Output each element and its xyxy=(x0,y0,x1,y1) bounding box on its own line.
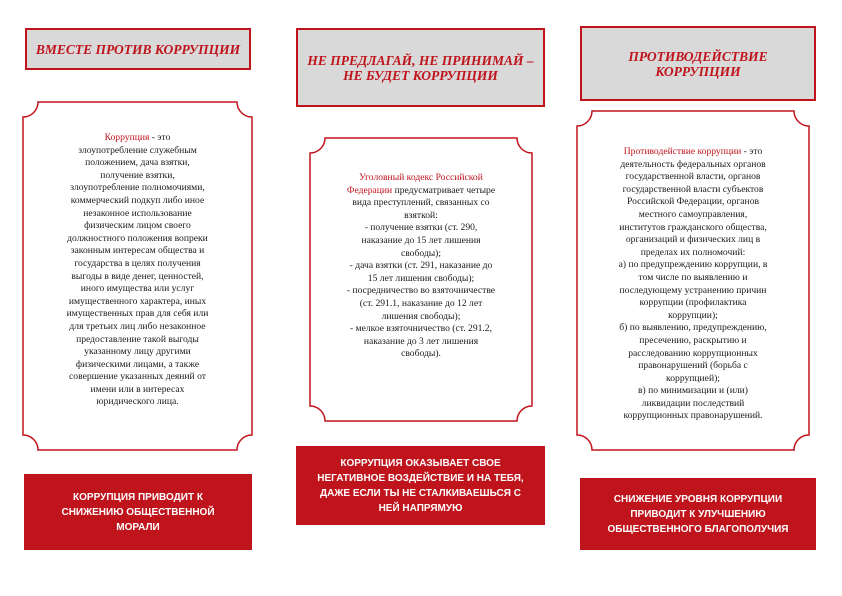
column-1-title xyxy=(25,28,251,70)
column-2-slogan xyxy=(296,446,545,525)
column-3-slogan-text: СНИЖЕНИЕ УРОВНЯ КОРРУПЦИИ ПРИВОДИТ К УЛУЧШЕНИЮ ОБЩЕСТВЕННОГО БЛАГОПОЛУЧИЯ xyxy=(607,493,789,535)
column-3-panel xyxy=(576,110,810,451)
column-2-title-text: НЕ ПРЕДЛАГАЙ, НЕ ПРИНИМАЙ – НЕ БУДЕТ КОРРУПЦИИ xyxy=(307,52,534,83)
column-2-slogan-text: КОРРУПЦИЯ ОКАЗЫВАЕТ СВОЕ НЕГАТИВНОЕ ВОЗДЕЙСТВИЕ И НА ТЕБЯ, ДАЖЕ ЕСЛИ ТЫ НЕ СТАЛКИВАЕШЬСЯ С НЕЙ НАПРЯМУЮ xyxy=(317,457,524,514)
column-1-title-text: ВМЕСТЕ ПРОТИВ КОРРУПЦИИ xyxy=(35,41,241,57)
term-protivodeystvie: Противодействие коррупции xyxy=(623,146,742,157)
column-1-slogan xyxy=(24,474,252,550)
term-ugolovny-kodeks: Уголовный кодекс Российской xyxy=(359,172,483,183)
column-3-body: Противодействие коррупции - это деятельность федеральных органов государственной власти, органов государственной власти субъектов Российской Федерации, органов местного самоуправления, институтов гражданского общества, организаций и физических лиц в пределах их полномочий: а) по предупреждению коррупции, в том числе по выявлению и последующему устранению причин коррупции (профилактика коррупции); б) по выявлению, предупреждению, пресечению, раскрытию и расследованию коррупционных правонарушений (борьба с коррупцией); в) по минимизации и (или) ликвидации последствий коррупционных правонарушений. xyxy=(618,146,768,422)
column-2-body: Уголовный кодекс Российской Федерации предусматривает четыре вида преступлений, связанных со взяткой: - получение взятки (ст. 290, наказание до 15 лет лишения свободы); - дача взятки (ст. 291, наказание до 15 лет лишения свободы); - посредничество во взяточничестве (ст. 291.1, наказание до 12 лет лишения свободы); - мелкое взяточничество (ст. 291.2, наказание до 3 лет лишения свободы). xyxy=(315,172,527,361)
column-2-title xyxy=(296,28,545,107)
column-1-panel xyxy=(22,101,253,451)
column-3-title xyxy=(580,26,816,101)
column-1-body: Коррупция - это злоупотребление служебным положением, дача взятки, получение взятки, злоупотребление полномочиями, коммерческий подкуп либо иное незаконное использование физическим лицом своего должностного положения вопреки законным интересам общества и государства в целях получения выгоды в виде денег, ценностей, иного имущества или услуг имущественного характера, иных имущественных прав для себя или для третьих лиц либо незаконное предоставление такой выгоды указанному лицу другими физическими лицами, а также совершение указанных деяний от имени или в интересах юридического лица. xyxy=(66,132,209,408)
column-3-slogan xyxy=(580,478,816,550)
column-1-slogan-text: КОРРУПЦИЯ ПРИВОДИТ К СНИЖЕНИЮ ОБЩЕСТВЕННОЙ МОРАЛИ xyxy=(61,491,215,533)
term-korruptsiya: Коррупция xyxy=(104,132,150,143)
column-2-panel xyxy=(309,137,533,422)
column-3-title-text: ПРОТИВОДЕЙСТВИЕ КОРРУПЦИИ xyxy=(628,48,768,79)
